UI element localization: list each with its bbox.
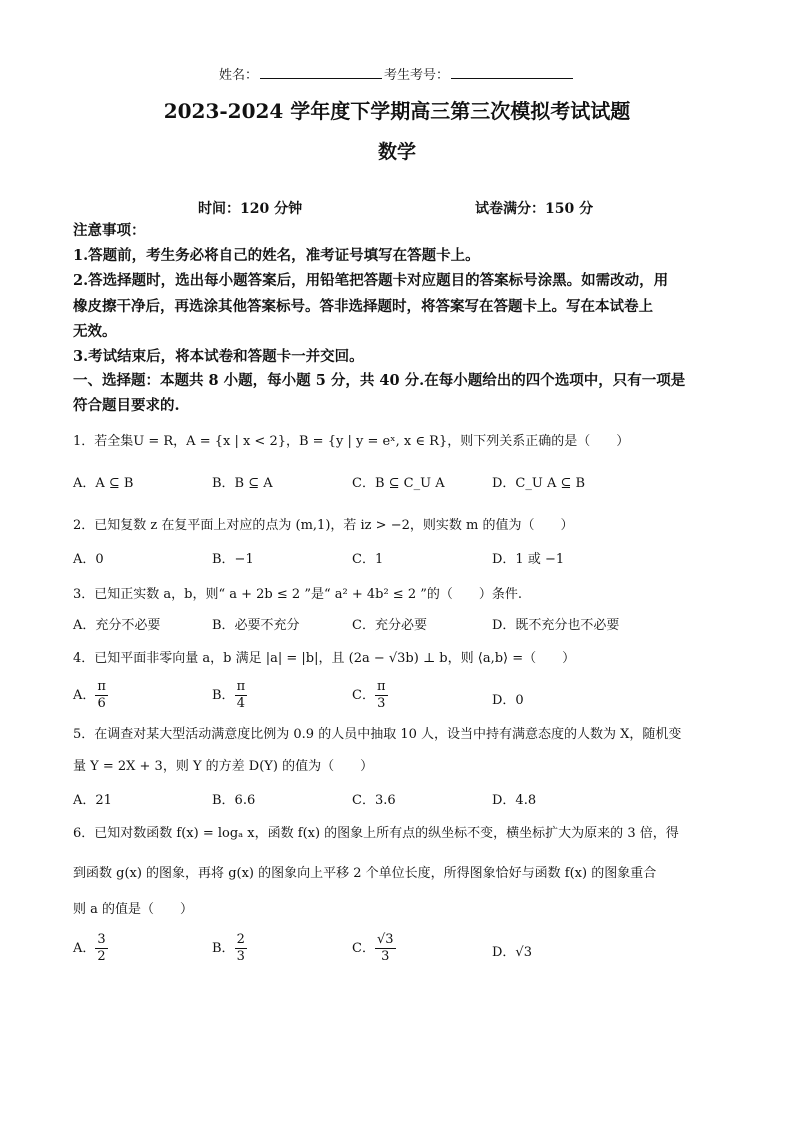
denominator: 3 xyxy=(236,949,245,964)
numerator: 3 xyxy=(97,932,106,947)
fraction xyxy=(95,932,107,965)
question-4-option-c xyxy=(352,679,388,712)
question-3-option-b: B．必要不充分 xyxy=(212,618,300,633)
question-2-option-c: C．1 xyxy=(352,552,384,567)
exam-no-label: 考生考号： xyxy=(384,68,450,83)
question-5-stem-line-1: 5．在调查对某大型活动满意度比例为 0.9 的人员中抽取 10 人，设当中持有满意态度的人数为 X，随机变 xyxy=(73,727,682,742)
question-1-option-c: C．B ⊆ C_U A xyxy=(352,476,445,491)
exam-title: 2023-2024 学年度下学期高三第三次模拟考试试题 xyxy=(163,99,631,123)
question-4-option-d: D．0 xyxy=(492,693,524,708)
option-b-label: B． xyxy=(212,688,235,703)
denominator: 4 xyxy=(236,696,245,711)
fraction xyxy=(95,679,108,712)
exam-no-blank xyxy=(451,66,573,79)
denominator: 3 xyxy=(381,949,390,964)
question-5-option-d: D．4.8 xyxy=(492,793,537,808)
question-3-option-a: A．充分不必要 xyxy=(73,618,161,633)
question-6-option-a xyxy=(73,932,108,965)
exam-subject: 数学 xyxy=(377,141,416,163)
question-1-option-a: A．A ⊆ B xyxy=(73,476,134,491)
numerator: π xyxy=(97,679,106,694)
numerator: 2 xyxy=(236,932,245,947)
question-6-stem-line-1: 6．已知对数函数 f(x) = logₐ x，函数 f(x) 的图象上所有点的纵坐标不变，横坐标扩大为原来的 3 倍，得 xyxy=(73,826,679,841)
option-a-label: A． xyxy=(73,688,96,703)
question-1-stem: 1．若全集U = R，A = {x | x < 2}，B = {y | y = eˣ, x ∈ R}，则下列关系正确的是（ ） xyxy=(73,434,630,449)
fraction xyxy=(235,679,248,712)
option-a-label: A． xyxy=(73,941,96,956)
question-5-option-c: C．3.6 xyxy=(352,793,396,808)
exam-time: 时间：120 分钟 xyxy=(198,201,303,217)
name-blank xyxy=(260,66,382,79)
option-b-label: B． xyxy=(212,941,235,956)
question-6-option-d: D．√3 xyxy=(492,945,532,960)
question-3-option-d: D．既不充分也不必要 xyxy=(492,618,620,633)
option-c-label: C． xyxy=(352,941,375,956)
numerator: π xyxy=(376,679,386,694)
section-heading-line-1: 一、选择题：本题共 8 小题，每小题 5 分，共 40 分.在每小题给出的四个选项中，只有一项是 xyxy=(73,372,686,389)
notes-heading: 注意事项： xyxy=(73,222,146,239)
note-1: 1.答题前，考生务必将自己的姓名，准考证号填写在答题卡上。 xyxy=(73,247,480,264)
question-5-option-a: A．21 xyxy=(73,793,112,808)
numerator: π xyxy=(236,679,246,694)
denominator: 2 xyxy=(97,949,106,964)
question-6-option-c xyxy=(352,932,396,965)
note-2-line-2: 橡皮擦干净后，再选涂其他答案标号。答非选择题时，将答案写在答题卡上。写在本试卷上 xyxy=(73,298,653,315)
note-3: 3.考试结束后，将本试卷和答题卡一并交回。 xyxy=(73,348,364,365)
denominator: 3 xyxy=(377,696,386,711)
fraction xyxy=(375,932,396,965)
question-4-stem: 4．已知平面非零向量 a，b 满足 |a| = |b|，且 (2a − √3b) ⊥ b，则 ⟨a,b⟩ =（ ） xyxy=(73,651,576,666)
question-3-stem: 3．已知正实数 a，b，则“ a + 2b ≤ 2 ”是“ a² + 4b² ≤ 2 ”的（ ）条件. xyxy=(73,587,523,602)
question-4-option-b xyxy=(212,679,247,712)
option-c-label: C． xyxy=(352,688,375,703)
question-3-option-c: C．充分必要 xyxy=(352,618,427,633)
question-4-option-a xyxy=(73,679,108,712)
note-2-line-1: 2.答选择题时，选出每小题答案后，用铅笔把答题卡对应题目的答案标号涂黑。如需改动，用 xyxy=(73,272,669,289)
fraction xyxy=(235,932,247,965)
question-5-option-b: B．6.6 xyxy=(212,793,256,808)
question-5-stem-line-2: 量 Y = 2X + 3，则 Y 的方差 D(Y) 的值为（ ） xyxy=(73,759,374,774)
question-1-option-d: D．C_U A ⊆ B xyxy=(492,476,586,491)
question-2-option-b: B．−1 xyxy=(212,552,254,567)
section-heading-line-2: 符合题目要求的. xyxy=(73,397,180,414)
fraction xyxy=(375,679,388,712)
question-6-option-b xyxy=(212,932,247,965)
denominator: 6 xyxy=(97,696,106,711)
question-2-option-a: A．0 xyxy=(73,552,104,567)
numerator: √3 xyxy=(376,932,394,947)
question-6-stem-line-2: 到函数 g(x) 的图象，再将 g(x) 的图象向上平移 2 个单位长度，所得图象恰好与函数 f(x) 的图象重合 xyxy=(73,866,657,881)
question-6-stem-line-3: 则 a 的值是（ ） xyxy=(73,902,194,917)
question-2-stem: 2．已知复数 z 在复平面上对应的点为 (m,1)，若 iz > −2，则实数 m 的值为（ ） xyxy=(73,518,574,533)
name-label: 姓名： xyxy=(218,68,258,83)
question-2-option-d: D．1 或 −1 xyxy=(492,552,565,567)
question-1-option-b: B．B ⊆ A xyxy=(212,476,273,491)
candidate-info-line xyxy=(0,64,794,83)
exam-score: 试卷满分：150 分 xyxy=(475,201,594,217)
note-2-line-3: 无效。 xyxy=(73,323,117,340)
